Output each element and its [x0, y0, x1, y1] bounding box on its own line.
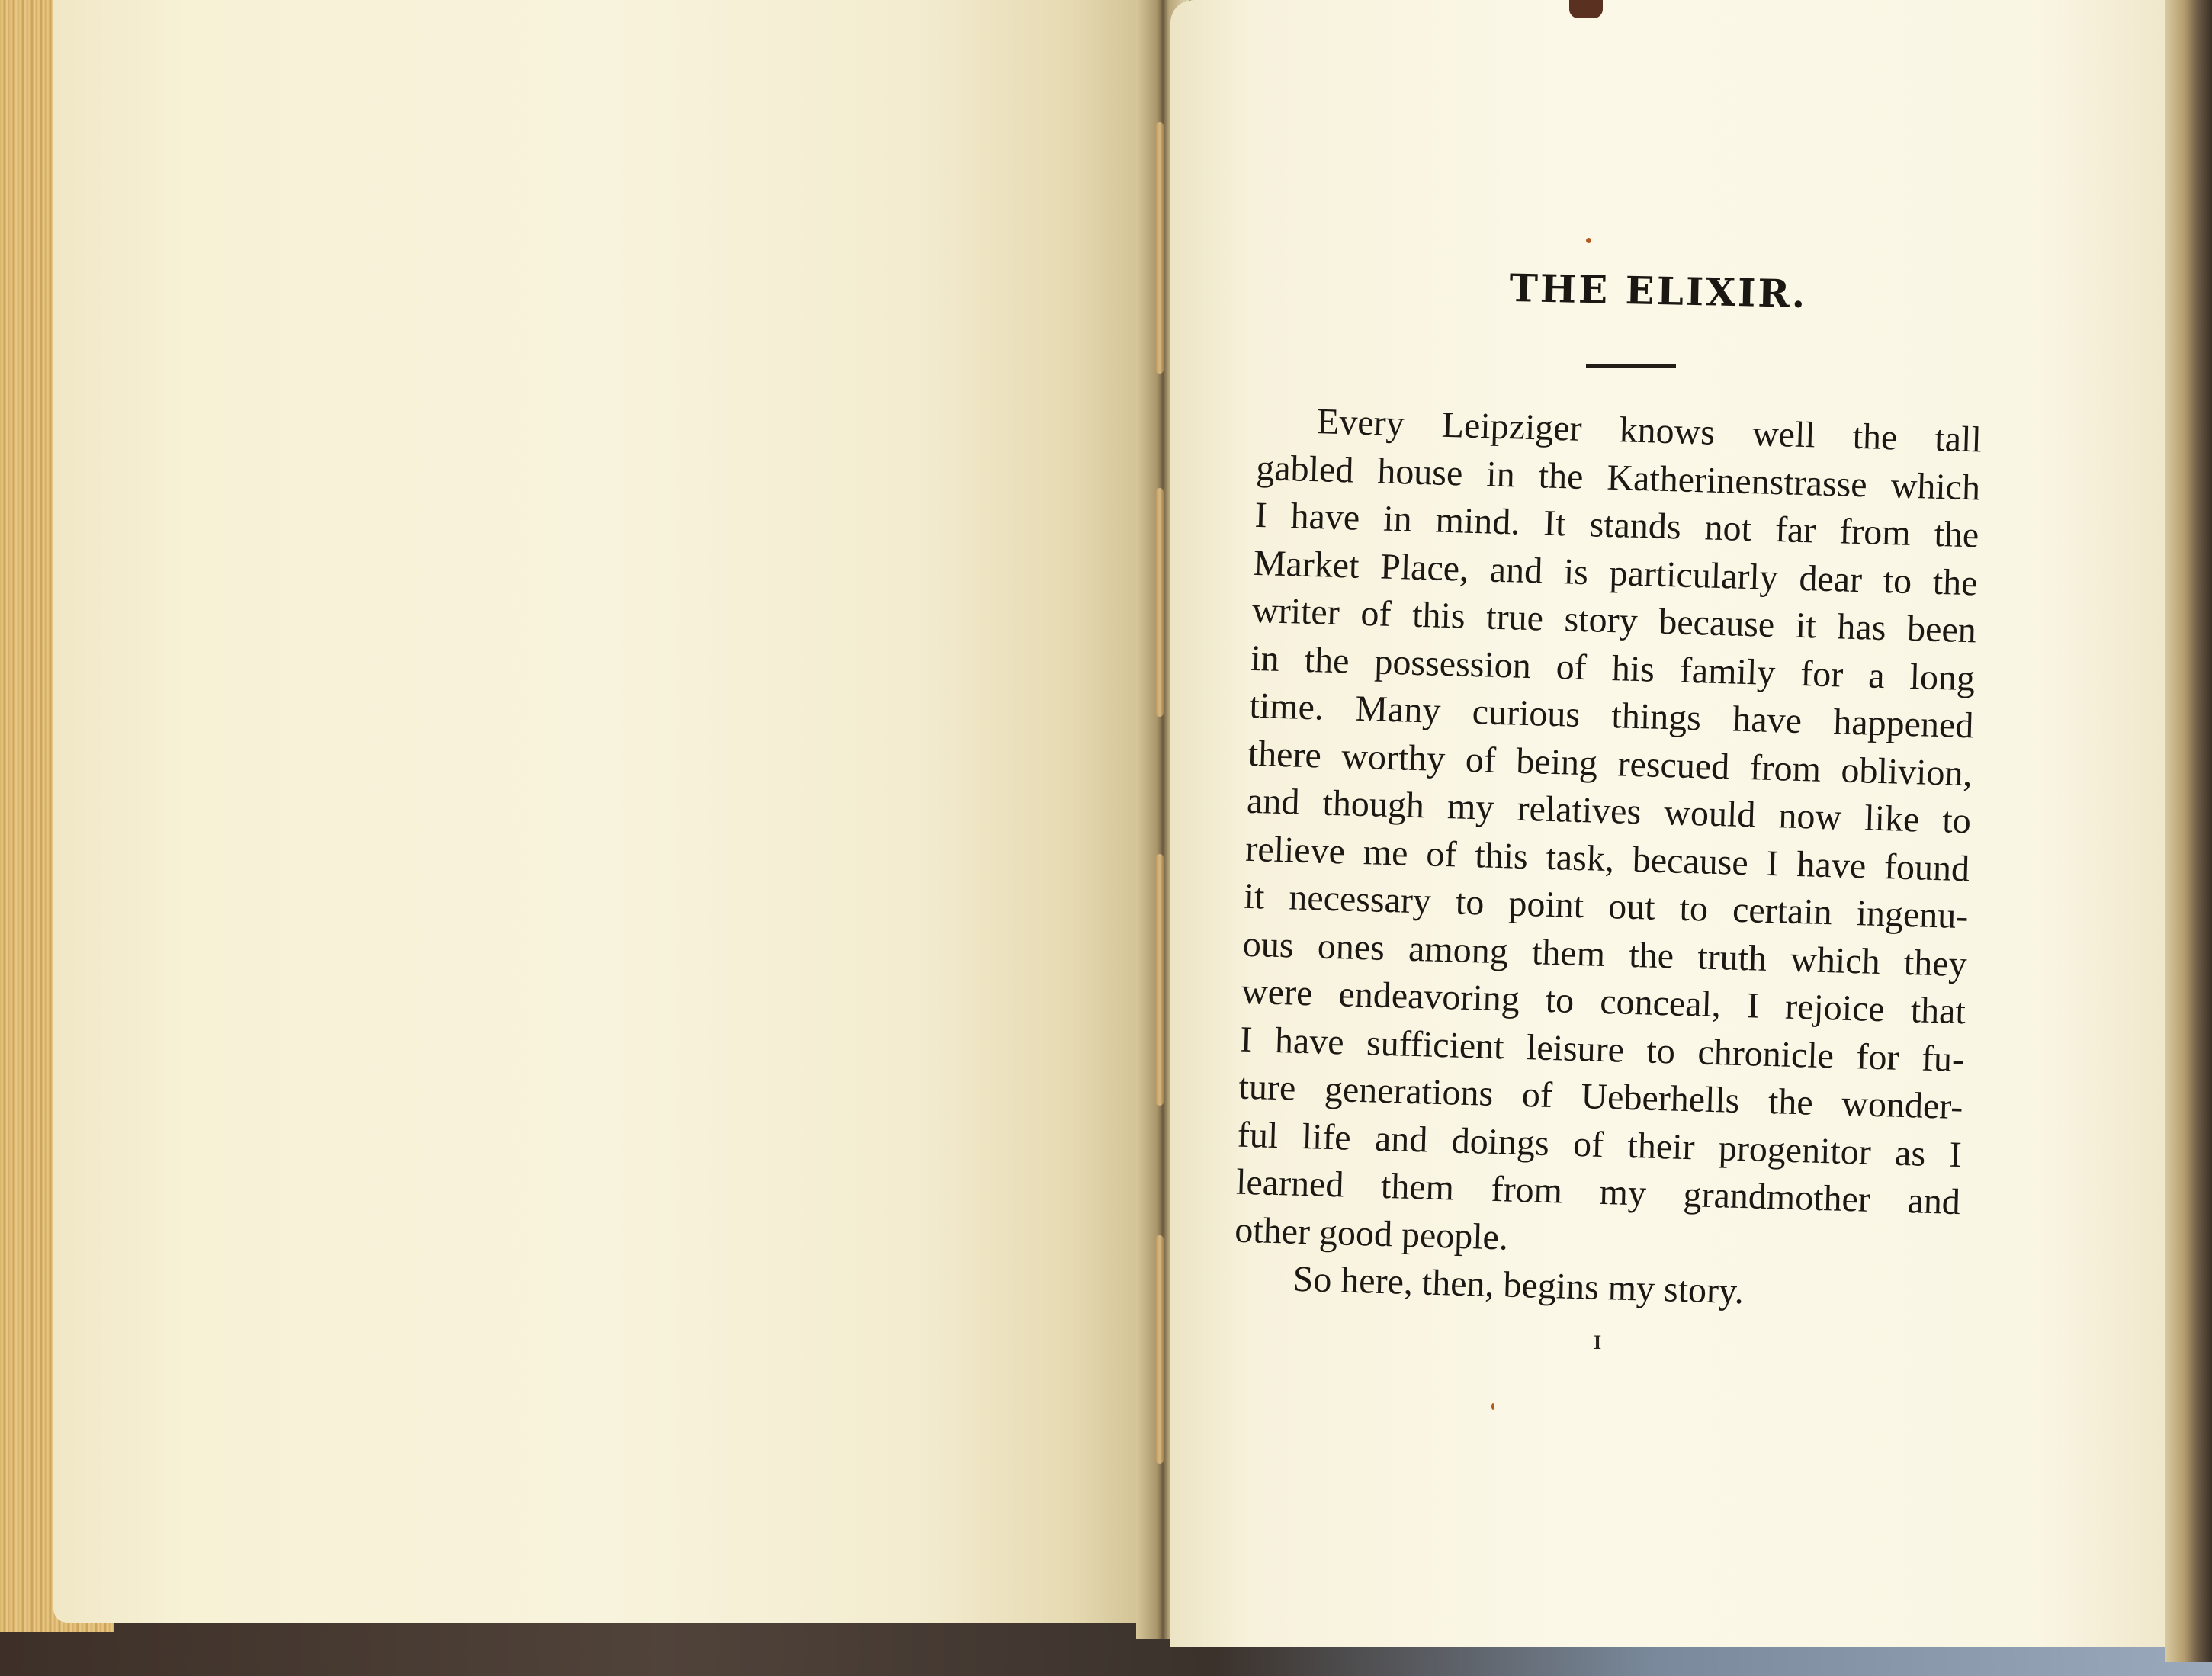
binding-thread [1156, 488, 1164, 717]
text-line: in the possession of his family for a long [1250, 637, 1976, 698]
text-line: were endeavoring to conceal, I rejoice that [1241, 971, 1966, 1032]
text-line: ous ones among them the truth which they [1242, 923, 1968, 984]
chapter-title: THE ELIXIR. [1509, 265, 1808, 317]
right-page-edge [2165, 0, 2212, 1662]
text-line: gabled house in the Katherinenstrasse which [1255, 447, 1981, 508]
text-line: time. Many curious things have happened [1248, 685, 1975, 746]
text-line: and though my relatives would now like to [1246, 780, 1972, 842]
page-tear-mark [1569, 0, 1603, 18]
binding-thread [1156, 854, 1164, 1106]
text-line: there worthy of being rescued from oblivion, [1247, 733, 1973, 794]
closing-line: So here, then, begins my story. [1292, 1258, 1745, 1312]
title-rule [1586, 364, 1676, 368]
chapter-body [1233, 397, 1982, 1322]
text-line: relieve me of this task, because I have found [1244, 828, 1970, 889]
text-line: ture generations of Ueberhells the wonder- [1238, 1066, 1964, 1128]
text-line: it necessary to point out to certain ingenu- [1243, 875, 1970, 937]
text-line: I have in mind. It stands not far from the [1254, 494, 1980, 556]
text-line: other good people. [1234, 1209, 1509, 1258]
binding-thread [1156, 122, 1164, 374]
text-line: learned them from my grandmother and [1235, 1161, 1961, 1223]
text-line: ful life and doings of their progenitor as I [1237, 1114, 1963, 1175]
text-line: Every Leipziger knows well the tall [1316, 401, 1982, 461]
page-number: I [1593, 1331, 1602, 1353]
binding-thread [1156, 1235, 1164, 1464]
text-line: I have sufficient leisure to chronicle for fu- [1239, 1019, 1965, 1080]
ink-speck [1491, 1403, 1494, 1410]
blank-left-page [53, 0, 1159, 1623]
text-line: writer of this true story because it has been [1251, 589, 1977, 651]
ink-speck [1586, 238, 1591, 243]
text-line: Market Place, and is particularly dear to the [1253, 542, 1979, 603]
